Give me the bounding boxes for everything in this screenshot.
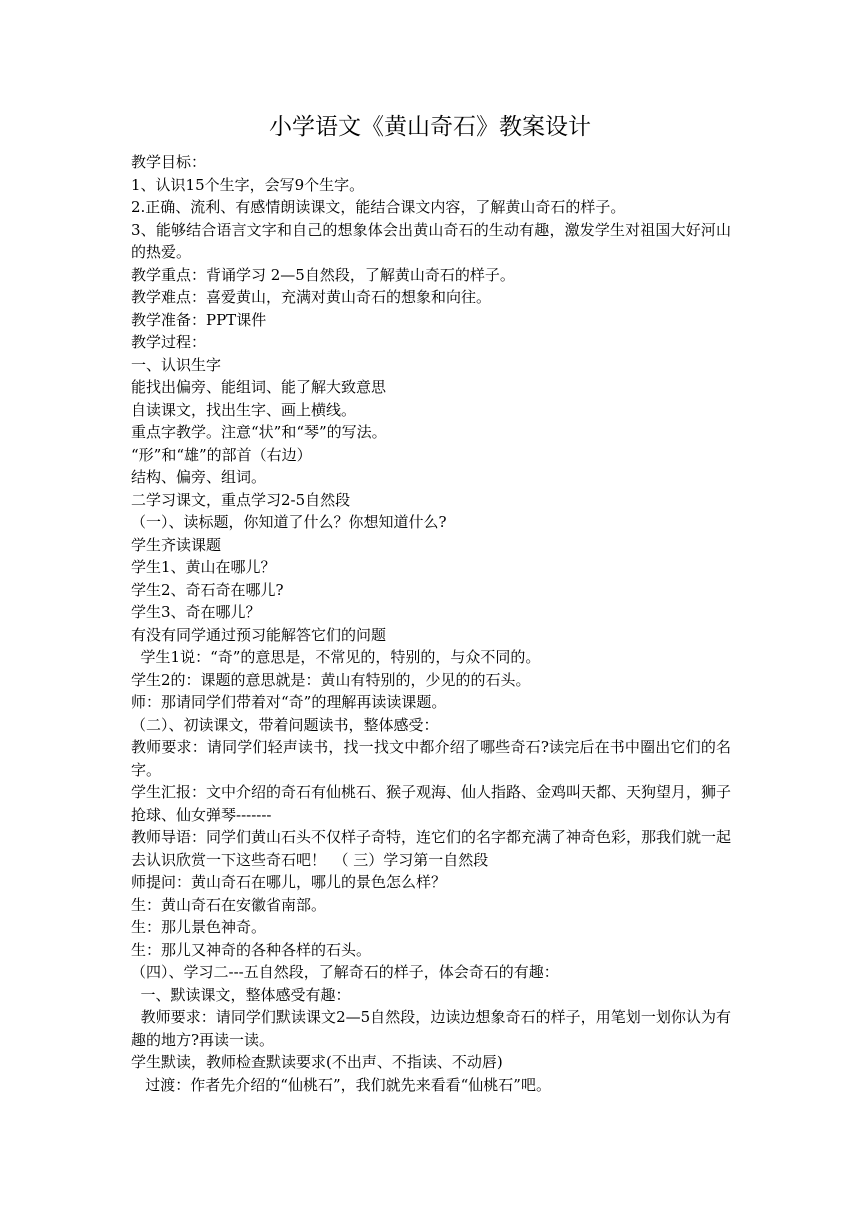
body-line: 学生1说：“奇”的意思是，不常见的，特别的，与众不同的。 — [131, 648, 541, 666]
body-line: 自读课文，找出生字、画上横线。 — [131, 400, 357, 419]
part-2-heading: 二学习课文，重点学习2-5自然段 — [131, 490, 351, 509]
teaching-focus: 教学重点：背诵学习 2—5自然段，了解黄山奇石的样子。 — [131, 265, 515, 284]
body-line: 一、默读课文，整体感受有趣： — [131, 985, 351, 1004]
body-line: 师：那请同学们带着对“奇”的理解再读读课题。 — [131, 693, 447, 711]
body-line: 师提问：黄山奇石在哪儿，哪儿的景色怎么样？ — [131, 873, 447, 891]
body-line: 生：那儿景色神奇。 — [131, 918, 267, 936]
section-heading-objectives: 教学目标： — [131, 153, 207, 171]
body-line: 过渡：作者先介绍的“仙桃石”，我们就先来看看“仙桃石”吧。 — [131, 1075, 551, 1094]
body-paragraph: 教师要求：请同学们默读课文2—5自然段，边读边想象奇石的样子，用笔划一划你认为有趣的地方?再读一读。 — [131, 1008, 731, 1049]
body-line: 重点字教学。注意“状”和“琴”的写法。 — [131, 423, 387, 441]
objective-1: 1、认识15个生字，会写9个生字。 — [131, 175, 365, 194]
objective-3: 3、能够结合语言文字和自己的想象体会出黄山奇石的生动有趣，激发学生对祖国大好河山的热爱。 — [131, 220, 731, 261]
body-line: 学生默读，教师检查默读要求(不出声、不指读、不动唇) — [131, 1053, 503, 1071]
body-line: 学生2的：课题的意思就是：黄山有特别的，少见的的石头。 — [131, 670, 531, 689]
body-line: 学生2、奇石奇在哪儿? — [131, 580, 284, 599]
body-line: 能找出偏旁、能组词、能了解大致意思 — [131, 378, 387, 396]
teaching-difficulty: 教学难点：喜爱黄山，充满对黄山奇石的想象和向往。 — [131, 288, 492, 306]
body-line: “形”和“雄”的部首（右边） — [131, 445, 312, 464]
body-line: 学生3、奇在哪儿？ — [131, 603, 261, 621]
body-paragraph: 教师要求：请同学们轻声读书，找一找文中都介绍了哪些奇石?读完后在书中圈出它们的名字。 — [131, 738, 731, 779]
body-paragraph: 学生汇报：文中介绍的奇石有仙桃石、猴子观海、仙人指路、金鸡叫天都、天狗望月，狮子抢球、仙女弹琴------- — [131, 783, 732, 824]
subsection-1-heading: （一）、读标题，你知道了什么？你想知道什么? — [131, 513, 447, 531]
section-heading-process: 教学过程： — [131, 333, 207, 351]
body-line: 学生1、黄山在哪儿？ — [131, 558, 276, 576]
body-line: 有没有同学通过预习能解答它们的问题 — [131, 625, 387, 644]
body-paragraph: 教师导语：同学们黄山石头不仅样子奇特，连它们的名字都充满了神奇色彩，那我们就一起去认识欣赏一下这些奇石吧！ （ 三）学习第一自然段 — [131, 828, 732, 869]
body-line: 结构、偏旁、组词。 — [131, 468, 267, 486]
document-body — [131, 151, 731, 1096]
subsection-2-heading: （二）、初读课文，带着问题读书，整体感受： — [131, 715, 439, 734]
body-line: 学生齐读课题 — [131, 535, 222, 554]
body-line: 生：那儿又神奇的各种各样的石头。 — [131, 940, 372, 959]
body-line: 生：黄山奇石在安徽省南部。 — [131, 895, 327, 914]
teaching-preparation: 教学准备：PPT课件 — [131, 310, 267, 329]
objective-2: 2.正确、流利、有感情朗读课文，能结合课文内容，了解黄山奇石的样子。 — [131, 198, 626, 216]
document-title: 小学语文《黄山奇石》教案设计 — [269, 114, 591, 140]
part-1-heading: 一、认识生字 — [131, 355, 222, 374]
subsection-4-heading: （四）、学习二---五自然段，了解奇石的样子，体会奇石的有趣： — [131, 963, 559, 981]
